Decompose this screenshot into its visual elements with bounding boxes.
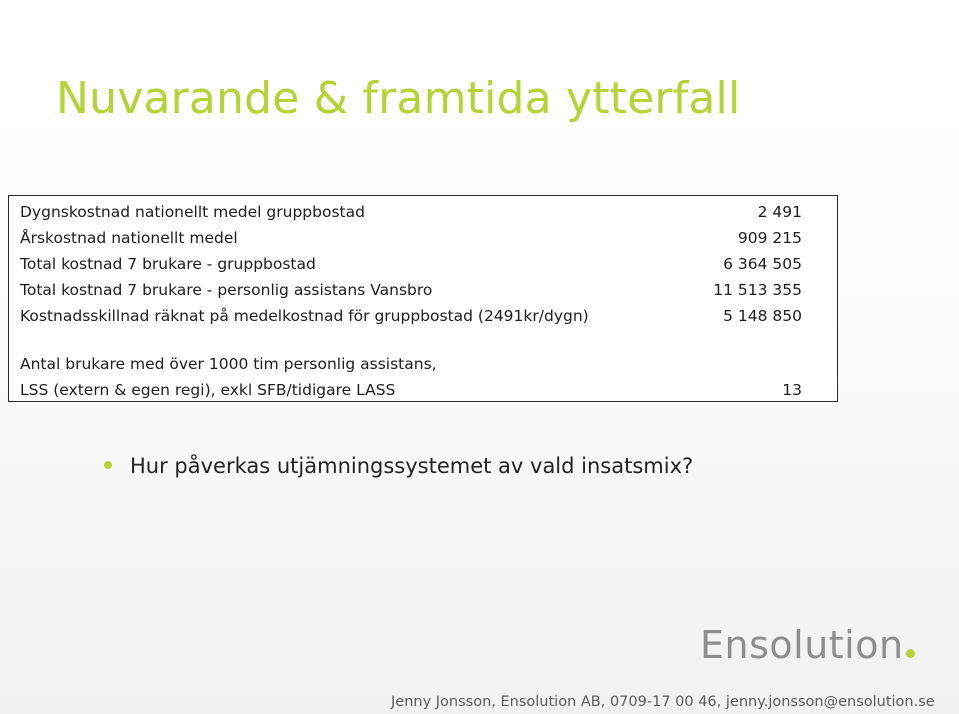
table-row <box>20 225 802 251</box>
bullet-text: Hur påverkas utjämningssystemet av vald insatsmix? <box>130 454 694 478</box>
logo-text: Ensolution <box>700 623 904 667</box>
table-row <box>20 199 802 225</box>
row-value: 13 <box>782 381 802 399</box>
footer-contact: Jenny Jonsson, Ensolution AB, 0709-17 00 46, jenny.jonsson@ensolution.se <box>391 694 935 710</box>
row-value: 909 215 <box>737 229 802 247</box>
table-row-extra-line2 <box>20 377 802 403</box>
table-row <box>20 277 802 303</box>
row-value: 5 148 850 <box>723 307 802 325</box>
row-value: 2 491 <box>757 203 802 221</box>
table-row <box>20 251 802 277</box>
row-label: Årskostnad nationellt medel <box>20 229 238 247</box>
row-value: 6 364 505 <box>723 255 802 273</box>
row-label: Total kostnad 7 brukare - personlig assistans Vansbro <box>20 281 433 299</box>
row-label: Total kostnad 7 brukare - gruppbostad <box>20 255 316 273</box>
row-label: Kostnadsskillnad räknat på medelkostnad för gruppbostad (2491kr/dygn) <box>20 307 589 325</box>
row-label: Dygnskostnad nationellt medel gruppbostad <box>20 203 365 221</box>
cost-table <box>8 195 838 402</box>
logo-dot-icon <box>906 649 915 658</box>
slide-title: Nuvarande & framtida ytterfall <box>56 73 741 124</box>
table-row-extra-line1 <box>20 351 802 377</box>
table-row <box>20 303 802 329</box>
row-label: LSS (extern & egen regi), exkl SFB/tidigare LASS <box>20 381 396 399</box>
ensolution-logo <box>700 620 915 670</box>
row-label: Antal brukare med över 1000 tim personlig assistans, <box>20 355 437 373</box>
bullet-dot-icon <box>104 461 112 469</box>
row-value: 11 513 355 <box>713 281 802 299</box>
